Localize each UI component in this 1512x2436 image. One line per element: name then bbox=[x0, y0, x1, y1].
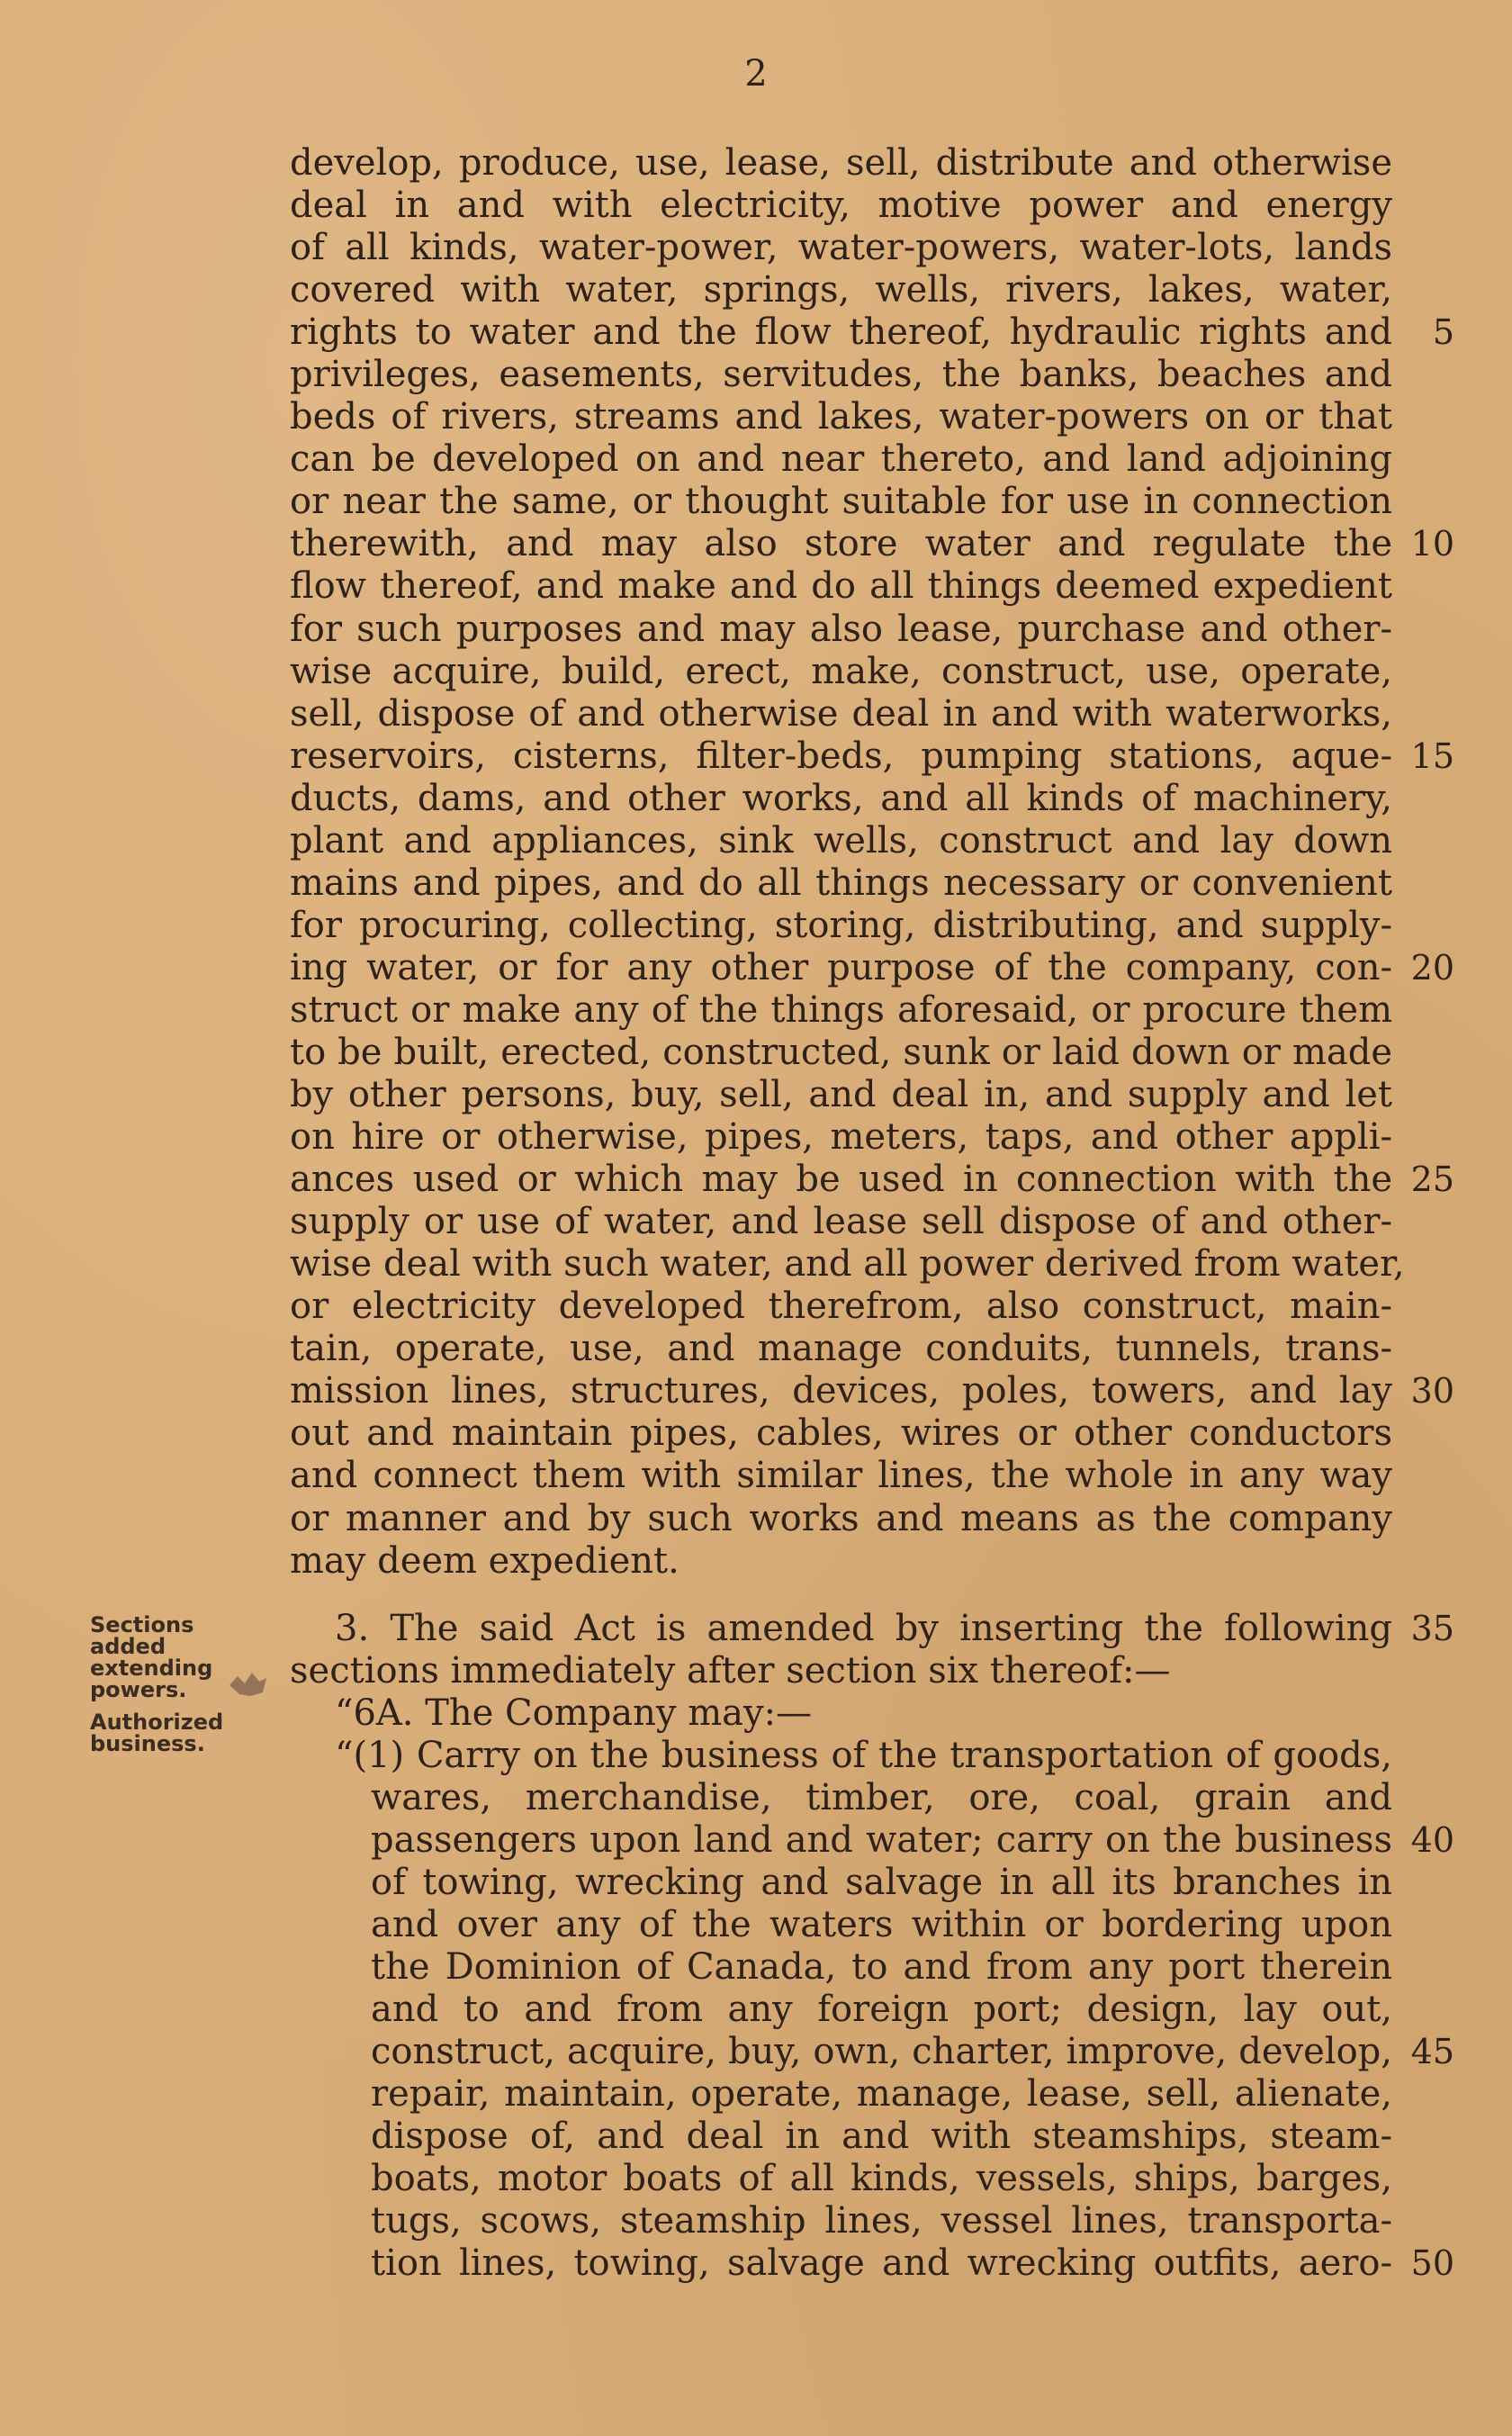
body-line: flow thereof, and make and do all things deemed expedient bbox=[290, 565, 1392, 608]
margin-note: business. bbox=[90, 1731, 205, 1756]
body-line: sell, dispose of and otherwise deal in and with waterworks, bbox=[290, 692, 1392, 735]
body-line: supply or use of water, and lease sell dispose of and other- bbox=[290, 1201, 1392, 1243]
body-line: develop, produce, use, lease, sell, distribute and otherwise bbox=[290, 142, 1392, 184]
body-line: dispose of, and deal in and with steamships, steam- bbox=[371, 2116, 1392, 2158]
body-line: 3. The said Act is amended by inserting the following bbox=[335, 1607, 1392, 1649]
body-line: ances used or which may be used in connection with the bbox=[290, 1159, 1392, 1201]
line-number: 20 bbox=[1410, 947, 1454, 988]
body-line: wise acquire, build, erect, make, construct, use, operate, bbox=[290, 650, 1392, 692]
margin-note: Sections bbox=[90, 1612, 194, 1638]
body-line: of towing, wrecking and salvage in all its branches in bbox=[371, 1861, 1392, 1903]
body-line: boats, motor boats of all kinds, vessels, ships, barges, bbox=[371, 2158, 1392, 2200]
ink-blot bbox=[225, 1665, 270, 1701]
body-line: ducts, dams, and other works, and all kinds of machinery, bbox=[290, 777, 1392, 819]
body-line: on hire or otherwise, pipes, meters, taps, and other appli- bbox=[290, 1116, 1392, 1159]
body-line: or electricity developed therefrom, also construct, main- bbox=[290, 1286, 1392, 1328]
body-line: deal in and with electricity, motive power and energy bbox=[290, 185, 1392, 227]
body-line: repair, maintain, operate, manage, lease, sell, alienate, bbox=[371, 2073, 1392, 2116]
body-line: construct, acquire, buy, own, charter, improve, develop, bbox=[371, 2031, 1392, 2073]
line-number: 10 bbox=[1410, 524, 1454, 564]
body-line: plant and appliances, sink wells, construct and lay down bbox=[290, 819, 1392, 862]
body-line: ing water, or for any other purpose of the company, con- bbox=[290, 946, 1392, 988]
body-line: mission lines, structures, devices, poles, towers, and lay bbox=[290, 1370, 1392, 1412]
body-text bbox=[290, 142, 1405, 2285]
body-line: mains and pipes, and do all things necessary or convenient bbox=[290, 862, 1392, 904]
body-line: for such purposes and may also lease, purchase and other- bbox=[290, 608, 1392, 650]
body-line: reservoirs, cisterns, filter-beds, pumping stations, aque- bbox=[290, 735, 1392, 777]
line-number: 25 bbox=[1410, 1159, 1454, 1200]
line-number: 40 bbox=[1410, 1819, 1454, 1860]
line-number: 30 bbox=[1410, 1371, 1454, 1412]
body-line: tion lines, towing, salvage and wrecking outfits, aero- bbox=[371, 2242, 1392, 2285]
body-line: of all kinds, water-power, water-powers, water-lots, lands bbox=[290, 227, 1392, 269]
body-line: to be built, erected, constructed, sunk or laid down or made bbox=[290, 1031, 1392, 1073]
body-line: covered with water, springs, wells, rivers, lakes, water, bbox=[290, 269, 1392, 311]
body-line: “6A. The Company may:— bbox=[335, 1692, 813, 1734]
body-line: rights to water and the flow thereof, hydraulic rights and bbox=[290, 311, 1392, 354]
body-line: by other persons, buy, sell, and deal in, and supply and let bbox=[290, 1074, 1392, 1116]
margin-note: extending bbox=[90, 1656, 213, 1681]
body-line: tain, operate, use, and manage conduits, tunnels, trans- bbox=[290, 1328, 1392, 1370]
body-line: or manner and by such works and means as the company bbox=[290, 1497, 1392, 1539]
body-line: and to and from any foreign port; design, lay out, bbox=[371, 1989, 1392, 2031]
body-line: for procuring, collecting, storing, distributing, and supply- bbox=[290, 904, 1392, 946]
body-line: “(1) Carry on the business of the transportation of goods, bbox=[335, 1734, 1392, 1776]
margin-note: added bbox=[90, 1634, 166, 1659]
body-line: or near the same, or thought suitable for use in connection bbox=[290, 481, 1392, 523]
margin-note: powers. bbox=[90, 1677, 187, 1702]
body-line: beds of rivers, streams and lakes, water-powers on or that bbox=[290, 396, 1392, 438]
body-line: privileges, easements, servitudes, the banks, beaches and bbox=[290, 354, 1392, 396]
margin-note: Authorized bbox=[90, 1710, 224, 1735]
line-number: 45 bbox=[1410, 2032, 1454, 2072]
line-number: 15 bbox=[1410, 735, 1454, 776]
body-line: tugs, scows, steamship lines, vessel lines, transporta- bbox=[371, 2200, 1392, 2242]
body-line: and over any of the waters within or bordering upon bbox=[371, 1903, 1392, 1945]
line-number: 5 bbox=[1432, 312, 1454, 353]
body-line: therewith, and may also store water and regulate the bbox=[290, 523, 1392, 565]
body-line: passengers upon land and water; carry on the business bbox=[371, 1818, 1392, 1861]
body-line: can be developed on and near thereto, and land adjoining bbox=[290, 438, 1392, 481]
body-line: the Dominion of Canada, to and from any port therein bbox=[371, 1945, 1392, 1988]
line-number: 35 bbox=[1410, 1608, 1454, 1648]
body-line: may deem expedient. bbox=[290, 1539, 680, 1582]
body-line: out and maintain pipes, cables, wires or other conductors bbox=[290, 1412, 1392, 1455]
body-line: struct or make any of the things aforesaid, or procure them bbox=[290, 988, 1392, 1031]
body-line: and connect them with similar lines, the whole in any way bbox=[290, 1455, 1392, 1497]
body-line: sections immediately after section six thereof:— bbox=[290, 1649, 1171, 1692]
body-line: wise deal with such water, and all power derived from water, bbox=[290, 1243, 1405, 1286]
page-number: 2 bbox=[744, 53, 768, 95]
body-line: wares, merchandise, timber, ore, coal, grain and bbox=[371, 1776, 1392, 1818]
line-number: 50 bbox=[1410, 2243, 1454, 2284]
